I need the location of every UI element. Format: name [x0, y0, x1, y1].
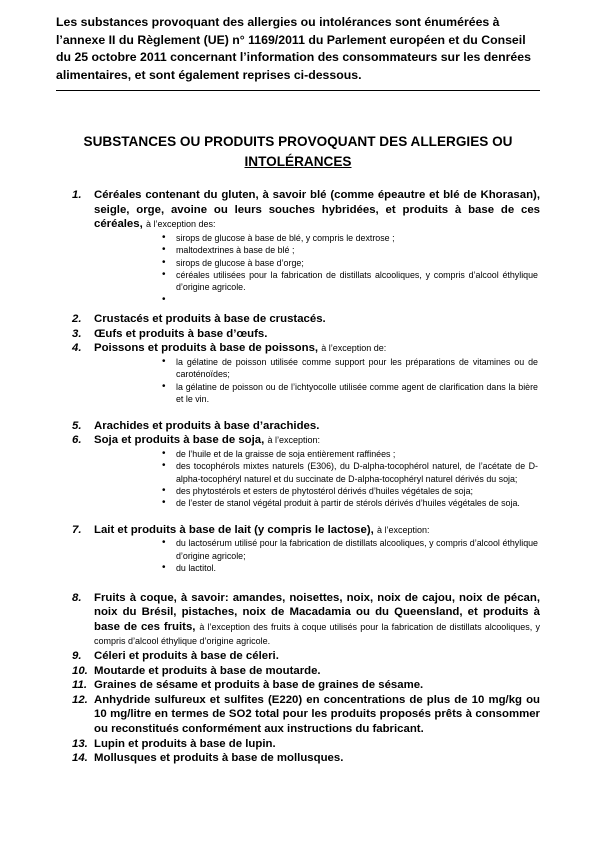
title-line-1: SUBSTANCES OU PRODUITS PROVOQUANT DES ALLERGIES OU [83, 134, 513, 149]
item-number: 8. [72, 591, 82, 604]
list-item [72, 419, 540, 434]
sub-item: • la gélatine de poisson utilisée comme support pour les préparations de vitamines ou de caroténoïdes; [162, 356, 538, 381]
item-number: 2. [72, 313, 82, 326]
list-item [72, 751, 540, 766]
item-text: Céréales contenant du gluten, à savoir blé (comme épeautre et blé de Khorasan), seigle, orge, avoine ou leurs souches hybridées, et produits à base de ces céréales, à l’exception des: [94, 189, 540, 231]
sub-list [162, 232, 540, 306]
list-item [72, 327, 540, 342]
item-text: Arachides et produits à base d’arachides. [94, 419, 320, 432]
sub-item: • du lactosérum utilisé pour la fabrication de distillats alcooliques, y compris d’alcool éthylique d’origine agricole; [162, 537, 538, 562]
item-text: Œufs et produits à base d’œufs. [94, 327, 268, 340]
title-line-2: INTOLÉRANCES [244, 154, 352, 169]
item-number: 9. [72, 650, 82, 663]
item-text: Crustacés et produits à base de crustacés. [94, 313, 326, 326]
sub-item-empty [162, 294, 538, 306]
intro-paragraph: Les substances provoquant des allergies ou intolérances sont énumérées à l’annexe II du Règlement (UE) n° 1169/2011 du Parlement européen et du Conseil du 25 octobre 2011 concernant l’information des consommateurs sur les denrées alimentaires, et sont également reprises ci-dessous. [56, 15, 531, 82]
sub-item: • de l’huile et de la graisse de soja entièrement raffinées ; [162, 448, 538, 460]
item-number: 12. [72, 693, 88, 706]
item-number: 6. [72, 434, 82, 447]
list-item [72, 693, 540, 737]
item-text: Graines de sésame et produits à base de graines de sésame. [94, 679, 424, 692]
list-item [72, 523, 540, 575]
item-exception: à l’exception de: [321, 343, 387, 354]
list-item [72, 341, 540, 405]
item-exception: à l’exception: [376, 524, 430, 535]
item-number: 14. [72, 752, 88, 765]
item-number: 3. [72, 327, 82, 340]
sub-item: • de l’ester de stanol végétal produit à partir de stérols dérivés d’huiles végétales de soja. [162, 497, 538, 509]
sub-item: • céréales utilisées pour la fabrication de distillats alcooliques, y compris d’alcool éthylique d’origine agricole. [162, 269, 538, 294]
item-text: Mollusques et produits à base de mollusques. [94, 752, 344, 765]
item-exception: à l’exception: [267, 435, 320, 446]
list-item [72, 649, 540, 664]
sub-item: • des tocophérols mixtes naturels (E306), du D-alpha-tocophérol naturel, de l’acétate de D-alpha-tocophéryl naturel et du succinate de D-alpha-tocophéryl naturel dérivés du soja; [162, 460, 538, 485]
item-number: 1. [72, 189, 82, 201]
item-number: 10. [72, 664, 88, 677]
item-number: 13. [72, 737, 88, 750]
item-exception: à l’exception des fruits à coque utilisés pour la fabrication de distillats alcooliques, y compris d’alcool éthylique d’origine agricole. [94, 621, 540, 647]
item-text: Lupin et produits à base de lupin. [94, 737, 276, 750]
item-number: 5. [72, 419, 82, 432]
item-text: Anhydride sulfureux et sulfites (E220) en concentrations de plus de 10 mg/kg ou 10 mg/litre en termes de SO2 total pour les produits proposés prêts à consommer ou reconstitués conformément aux instructions du fabricant. [94, 693, 540, 735]
sub-item: • du lactitol. [162, 562, 538, 574]
item-text: Moutarde et produits à base de moutarde. [94, 664, 321, 677]
sub-list [162, 448, 540, 510]
list-item [72, 188, 540, 306]
item-exception: à l’exception des: [145, 219, 216, 230]
item-number: 4. [72, 342, 82, 355]
list-item [72, 737, 540, 752]
item-text: Fruits à coque, à savoir: amandes, noisettes, noix, noix de cajou, noix de pécan, noix du Brésil, pistaches, noix de Macadamia ou du Queensland, et produits à base de ces fruits, à l’exception des fruits à coque utilisés pour la fabrication de distillats alcooliques, y compris d’alcool éthylique d’origine agricole. [94, 591, 540, 647]
sub-item: • des phytostérols et esters de phytostérol dérivés d’huiles végétales de soja; [162, 485, 538, 497]
sub-item: • maltodextrines à base de blé ; [162, 244, 538, 256]
item-text: Céleri et produits à base de céleri. [94, 650, 279, 663]
list-item [72, 433, 540, 510]
separator-line [56, 90, 540, 91]
list-item [72, 312, 540, 327]
list-item [72, 591, 540, 649]
page-title [56, 132, 540, 172]
sub-item: • la gélatine de poisson ou de l’ichtyocolle utilisée comme agent de clarification dans la bière et le vin. [162, 381, 538, 406]
sub-list [162, 356, 540, 406]
sub-item: • sirops de glucose à base de blé, y compris le dextrose ; [162, 232, 538, 244]
list-item [72, 678, 540, 693]
allergen-list [72, 188, 540, 766]
item-text: Poissons et produits à base de poissons, à l’exception de: [94, 342, 387, 355]
item-number: 7. [72, 523, 82, 536]
sub-item: • sirops de glucose à base d’orge; [162, 257, 538, 269]
item-text: Lait et produits à base de lait (y compris le lactose), à l’exception: [94, 523, 430, 536]
sub-list [162, 537, 540, 574]
item-number: 11. [72, 679, 87, 692]
item-text: Soja et produits à base de soja, à l’exception: [94, 434, 320, 447]
list-item [72, 664, 540, 679]
